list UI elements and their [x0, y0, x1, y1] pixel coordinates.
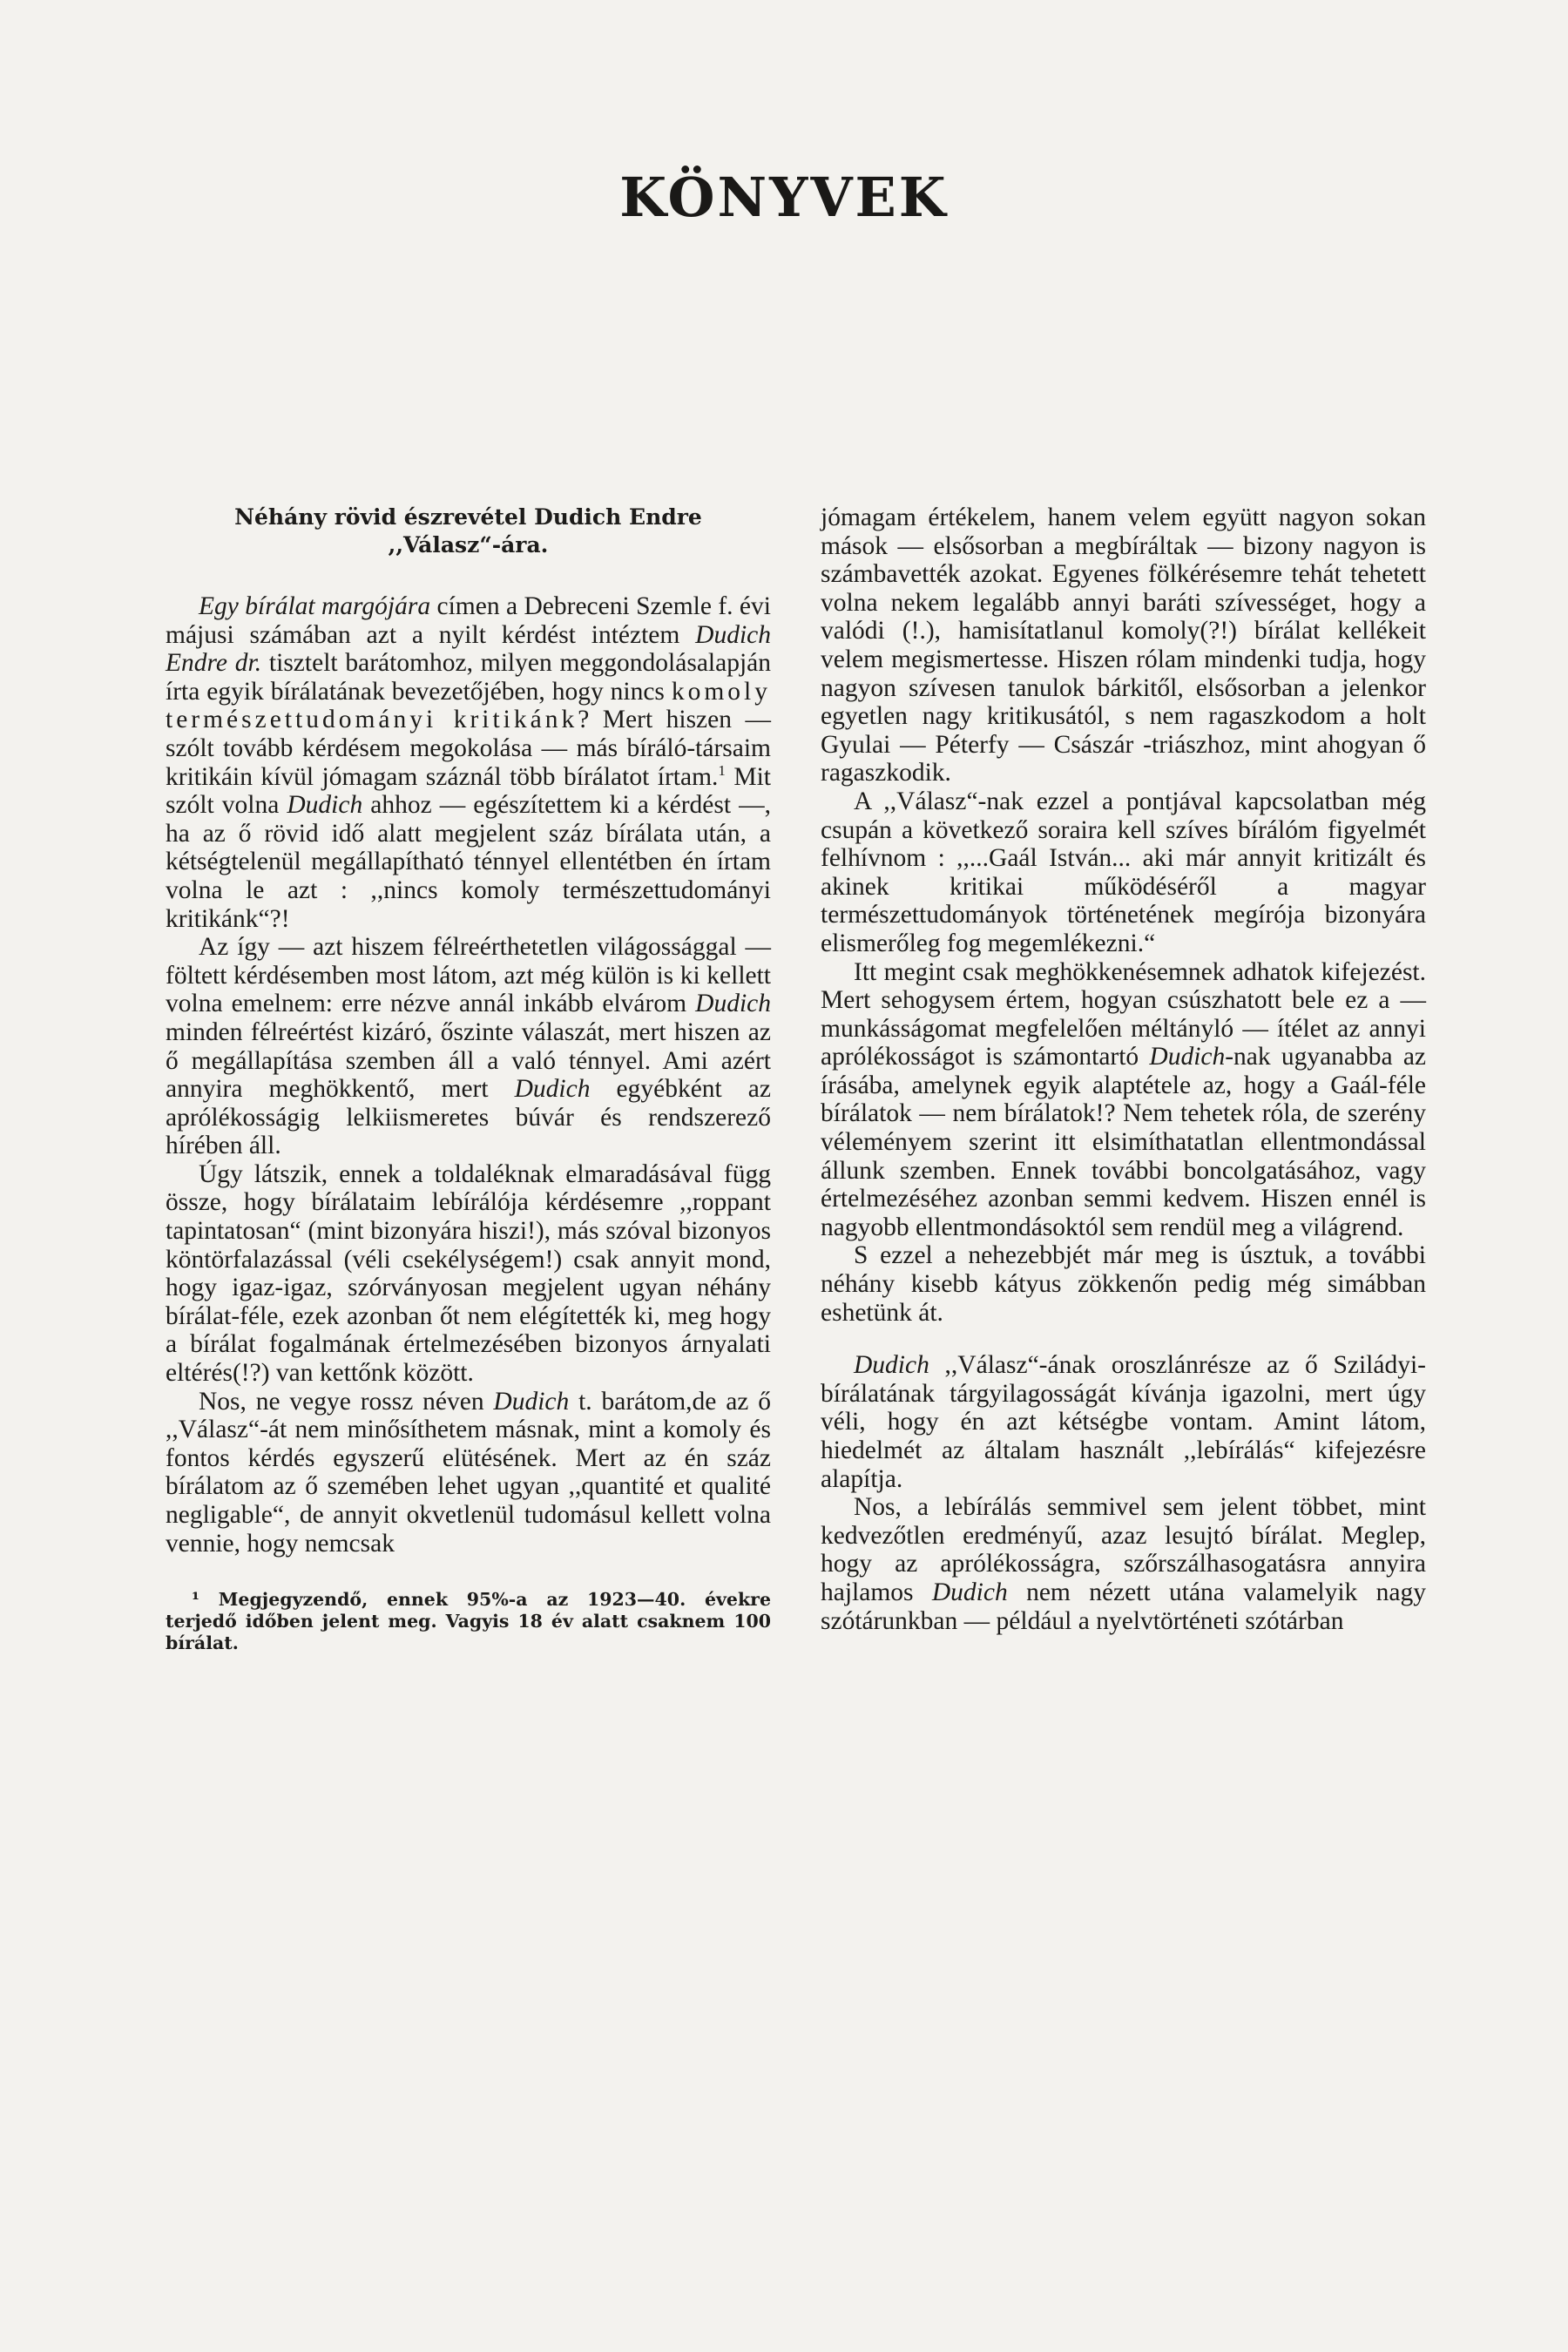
- paragraph: S ezzel a nehezebbjét már meg is úsztuk, a további néhány kisebb kátyus zökkenőn pedig még simábban eshetünk át.: [821, 1241, 1426, 1327]
- italic-text: Dudich: [1149, 1043, 1226, 1071]
- paragraph: [821, 1493, 1426, 1635]
- paragraph: Úgy látszik, ennek a toldaléknak elmaradásával függ össze, hogy bírálataim lebírálója kérdésemre ,,roppant tapintatosan“ (mint bizonyára hiszi!), más szóval bizonyos köntörfalazással (véli csekélységem!) csak annyit mond, hogy igaz-igaz, szórványosan megjelent ugyan néhány bírálat-féle, ezek azonban őt nem elégítették ki, meg hogy a bírálat fogalmának értelmezésében bizonyos árnyalati eltérés(!?) van kettőnk között.: [166, 1159, 771, 1388]
- text-run: Az így — azt hiszem félreérthetetlen világossággal — föltett kérdésemben most látom, azt még külön is ki kellett volna emelnem: erre nézve annál inkább elvárom: [166, 933, 771, 1018]
- text-run: Nos, ne vegye rossz néven: [199, 1387, 494, 1416]
- right-column: [821, 504, 1426, 1635]
- italic-text: Dudich Endre dr.: [166, 620, 771, 678]
- footnote: ¹ Megjegyzendő, ennek 95%-a az 1923—40. évekre terjedő időben jelent meg. Vagyis 18 év alatt csaknem 100 bírálat.: [166, 1589, 771, 1654]
- text-run: minden félreértést kizáró, őszinte válaszát, mert hiszen az ő megállapítása szemben áll a való ténnyel. Ami azért annyira meghökkentő, mert: [166, 1017, 771, 1104]
- text-run: Mit szólt volna: [166, 762, 772, 820]
- paragraph: [166, 592, 771, 933]
- paragraph: A ,,Válasz“-nak ezzel a pontjával kapcsolatban még csupán a következő soraira kell szíves bírálóm figyelmét felhívnom : ,,...Gaál István... aki már annyit kritizált és akinek kritikai működéséről a magyar természettudományok történetének megírója bizonyára elismerőleg fog megemlékezni.“: [821, 787, 1426, 957]
- left-column: [166, 504, 771, 1654]
- text-run: Itt megint csak meghökkenésemnek adhatok kifejezést. Mert sehogysem értem, hogyan csúszhatott bele ez a — munkásságomat megfelelően méltányló — ítélet az annyi aprólékosságot is számontartó: [821, 957, 1426, 1071]
- italic-text: Dudich: [287, 791, 363, 820]
- text-run: címen a Debreceni Szemle f. évi májusi számában azt a nyilt kérdést intéztem: [166, 592, 771, 649]
- text-run: nem nézett utána valamelyik nagy szótárunkban — például a nyelvtörténeti szótárban: [821, 1578, 1426, 1635]
- italic-text: Dudich: [514, 1075, 591, 1104]
- footnote-ref: 1: [718, 761, 726, 779]
- text-run: ahhoz — egészítettem ki a kérdést —, ha az ő rövid idő alatt megjelent száz bírálata után, a kétségtelenül megállapítható ténnyel ellentétben én írtam volna le azt : ,,nincs komoly természettudományi kritikánk“?!: [166, 791, 771, 933]
- paragraph: [166, 1388, 771, 1558]
- text-run: ? Mert hiszen — szólt tovább kérdésem megokolása — más bíráló-társaim kritikáin kívül jómagam száznál több bírálatot írtam.: [166, 706, 771, 791]
- italic-text: Dudich: [931, 1578, 1008, 1606]
- article-heading: [166, 504, 771, 559]
- spaced-text: komoly természettudományi kritikánk: [166, 677, 771, 734]
- paragraph: [821, 958, 1426, 1242]
- text-run: tisztelt barátomhoz, milyen meggondolásalapján írta egyik bírálatának bevezetőjében, hogy nincs: [166, 649, 771, 706]
- italic-text: Dudich: [695, 990, 771, 1018]
- text-run: ,,Válasz“-ának oroszlánrésze az ő Sziládyi-bírálatának tárgyilagosságát kívánja igazolni, mert úgy véli, hogy én azt kétségbe vontam. Amint látom, hiedelmét az általam használt ,,lebírálás“ kifejezésre alapítja.: [821, 1351, 1426, 1493]
- paragraph: [166, 933, 771, 1160]
- text-run: Nos, a lebírálás semmivel sem jelent többet, mint kedvezőtlen eredményű, azaz lesujtó bírálat. Meglep, hogy az aprólékosságra, szőrszálhasogatásra annyira hajlamos: [821, 1493, 1426, 1606]
- italic-text: Dudich: [854, 1351, 929, 1380]
- italic-text: Dudich: [493, 1387, 570, 1416]
- text-run: -nak ugyanabba az írásába, amelynek egyik alaptétele az, hogy a Gaál-féle bírálatok — nem bírálatok!? Nem tehetek róla, de szerény véleményem szerint itt elsimíthatatlan ellentmondással állunk szemben. Ennek további boncolgatásához, vagy értelmezéséhez azonban semmi kedvem. Hiszen ennél is nagyobb ellentmondásoktól sem rendül meg a világrend.: [821, 1043, 1427, 1241]
- page-title: KÖNYVEK: [619, 166, 949, 229]
- paragraph: jómagam értékelem, hanem velem együtt nagyon sokan mások — elsősorban a megbíráltak — bizony nagyon is számbavették azokat. Egyenes fölkérésemre tehát tehetett volna nekem legalább annyi baráti szívességet, hogy a valódi (!.), hamisítatlanul komoly(?!) bírálat kellékeit velem megismertesse. Hiszen rólam mindenki tudja, hogy nagyon szívesen tanulok bárkitől, elsősorban a jelenkor egyetlen nagy kritikusától, s nem ragaszkodom a holt Gyulai — Péterfy — Császár -triászhoz, mint ahogyan ő ragaszkodik.: [821, 504, 1426, 787]
- text-run: egyébként az aprólékosságig lelkiismeretes búvár és rendszerező hírében áll.: [166, 1075, 771, 1160]
- text-run: t. barátom,de az ő ,,Válasz“-át nem minősíthetem másnak, mint a komoly és fontos kérdés egyszerű elütésének. Mert az én száz bírálatom az ő szemében lehet ugyan ,,quantité et qualité negligable“, de annyit okvetlenül tudomásul kellett volna vennie, hogy nemcsak: [166, 1387, 771, 1558]
- article-heading-line-2: ,,Válasz“-ára.: [388, 532, 549, 558]
- italic-text: Egy bírálat margójára: [199, 592, 431, 620]
- paragraph: [821, 1351, 1426, 1493]
- article-heading-line-1: Néhány rövid észrevétel Dudich Endre: [234, 504, 702, 530]
